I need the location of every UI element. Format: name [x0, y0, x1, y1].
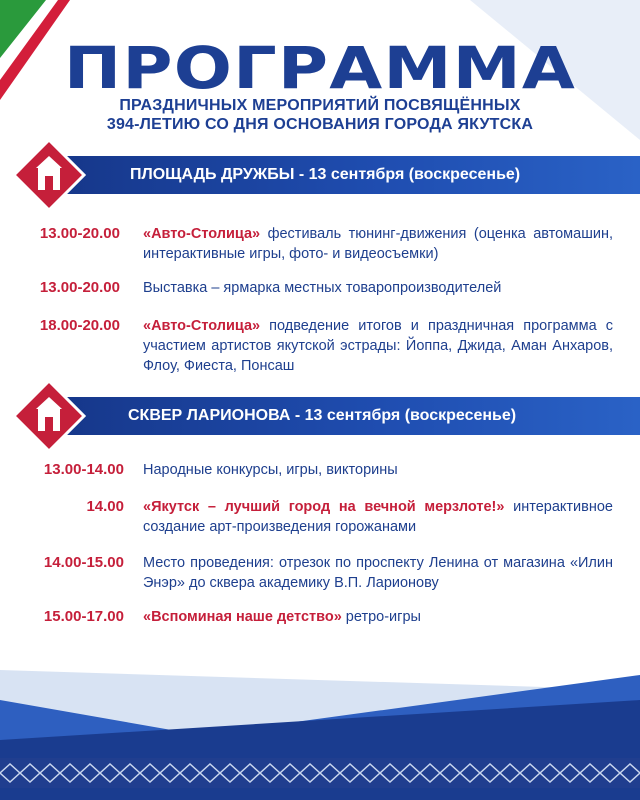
event-time: 13.00-20.00: [39, 225, 120, 242]
event-text: фестиваль тюнинг-движения (оценка автомашин, интерактивные игры, фото- и видеосъемки): [143, 226, 613, 262]
section-banner-skver-larionova: [0, 397, 640, 435]
event-time: 18.00-20.00: [39, 317, 120, 334]
page-subtitle-line1: ПРАЗДНИЧНЫХ МЕРОПРИЯТИЙ ПОСВЯЩЁННЫХ: [119, 97, 521, 114]
house-icon: [12, 379, 86, 453]
section-banner-ploshchad-druzhby: [0, 156, 640, 194]
event-time: 13.00-20.00: [39, 279, 120, 296]
event-text: интерактивное создание арт-произведения горожанами: [143, 499, 613, 535]
house-icon: [12, 138, 86, 212]
event-highlight: «Авто-Столица»: [143, 318, 261, 334]
page-title: ПРОГРАММА: [63, 34, 577, 102]
section-heading: СКВЕР ЛАРИОНОВА - 13 сентября (воскресенье): [128, 407, 517, 424]
event-description: [143, 316, 613, 376]
section-heading: ПЛОЩАДЬ ДРУЖБЫ - 13 сентября (воскресенье): [130, 166, 521, 183]
event-time: 13.00-14.00: [43, 461, 124, 478]
event-time: 15.00-17.00: [43, 608, 124, 625]
event-description: [143, 607, 613, 627]
event-highlight: «Якутск – лучший город на вечной мерзлоте!»: [143, 499, 505, 515]
event-text: Выставка – ярмарка местных товаропроизводителей: [143, 280, 502, 296]
event-highlight: «Вспоминая наше детство»: [143, 609, 342, 625]
event-description: [143, 224, 613, 264]
event-time: 14.00: [86, 498, 124, 515]
event-description: [143, 278, 613, 298]
page-subtitle-line2: 394-ЛЕТИЮ СО ДНЯ ОСНОВАНИЯ ГОРОДА ЯКУТСКА: [106, 116, 534, 133]
event-text: подведение итогов и праздничная программа с участием артистов якутской эстрады: Йоппа, Джида, Аман Анхаров, Флоу, Фиеста, Понсаш: [143, 318, 613, 374]
event-text: Народные конкурсы, игры, викторины: [143, 462, 398, 478]
event-text: Место проведения: отрезок по проспекту Ленина от магазина «Илин Энэр» до сквера академику В.П. Ларионову: [143, 555, 613, 591]
event-description: [143, 460, 613, 480]
event-highlight: «Авто-Столица»: [143, 226, 261, 242]
event-text: ретро-игры: [341, 609, 421, 625]
event-time: 14.00-15.00: [43, 554, 124, 571]
event-description: [143, 553, 613, 593]
event-description: [143, 497, 613, 537]
